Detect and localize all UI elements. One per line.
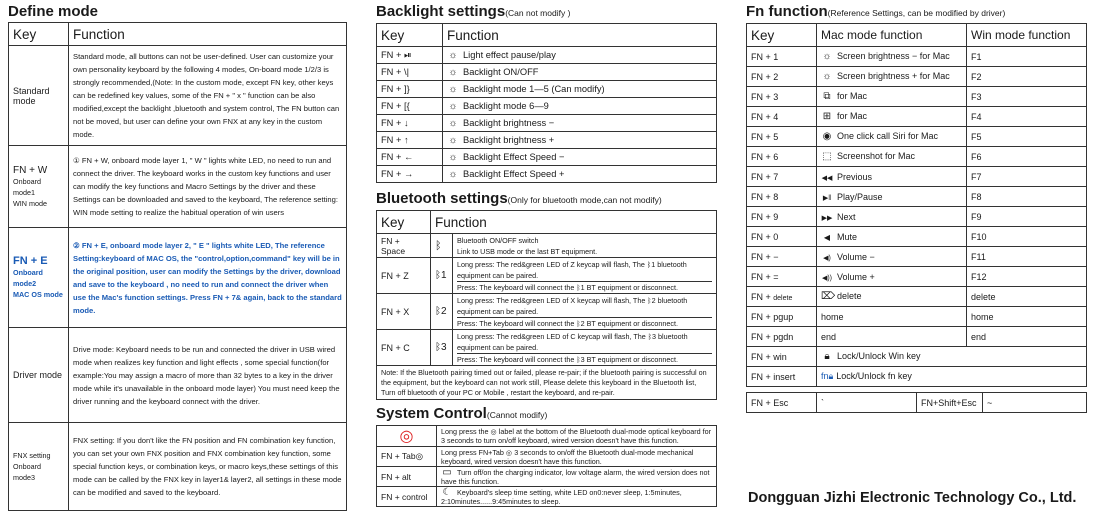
bt-col-key: Key	[377, 211, 431, 234]
text-fnx: FNX setting: If you don't like the FN position and FN combination key function, you can set your own FNX position and FNX combination key function, some special function keys, or combination keys, or macro keys,these settings of this mode can be called by the FNX key in layer1& layer2, all settings in these mode can be modified and saved to the keyboard.	[69, 423, 347, 511]
bl-key: FN + ]}	[377, 81, 443, 98]
fn-esc-win: ~	[983, 393, 1087, 413]
fn-esc-key: FN + Esc	[747, 393, 817, 413]
fn-mac: ◀ Mute	[817, 227, 967, 247]
sun-icon: ☼	[448, 134, 458, 146]
fn-win: F3	[967, 87, 1087, 107]
text-driver: Drive mode: Keyboard needs to be run and connected the driver in USB wired mode when realizes key function and light effects , some special function(for example:You may assign a macro of more than 32 bytes to a key in the driver mode while it's unavailable in the onboard mode layer) You must need keep the driver running and the keyboard connect with the driver.	[69, 328, 347, 423]
fn-win: F2	[967, 67, 1087, 87]
fn-win: home	[967, 307, 1087, 327]
bl-col-key: Key	[377, 24, 443, 47]
screenshot-icon: ⬚	[822, 151, 832, 162]
fn-function-panel	[746, 0, 1086, 413]
lock-icon: 🔒︎	[824, 351, 830, 362]
bt-key-space: FN + Space	[377, 234, 431, 258]
siri-icon: ◉	[822, 131, 832, 142]
fn-mac: ▶▶ Next	[817, 207, 967, 227]
fn-esc-mac: `	[817, 393, 917, 413]
fn-mac: ⬚ Screenshot for Mac	[817, 147, 967, 167]
launchpad-icon: ⊞	[822, 111, 832, 122]
bt-text: Long press: The red&green LED of Z keycap will flash, The ᛒ1 bluetooth equipment can be paired. Press: The keyboard will connect the ᛒ1 BT equipment or disconnect.	[453, 258, 717, 294]
define-mode-panel	[8, 0, 346, 511]
fn-esc-win-key: FN+Shift+Esc	[917, 393, 983, 413]
volume-down-icon: ◀)	[823, 254, 831, 262]
sun-icon: ☼	[448, 168, 458, 180]
sys-key: FN + alt	[377, 467, 437, 487]
col-function: Function	[69, 23, 347, 46]
fn-win: F12	[967, 267, 1087, 287]
next-icon: ▶▶	[821, 214, 833, 222]
battery-icon: ▭	[442, 466, 452, 478]
fn-win: F8	[967, 187, 1087, 207]
fn-key: FN + 7	[747, 167, 817, 187]
fn-key: FN + 6	[747, 147, 817, 167]
fn-function-title: Fn function(Reference Settings, can be modified by driver)	[746, 3, 1006, 20]
fn-key: FN + pgdn	[747, 327, 817, 347]
fn-key: FN + −	[747, 247, 817, 267]
bl-func: ☼ Backlight Effect Speed −	[443, 149, 717, 166]
fn-col-key: Key	[747, 24, 817, 47]
fn-key: FN + 8	[747, 187, 817, 207]
bt-space-text: Bluetooth ON/OFF switch Link to USB mode or the last BT equipment.	[453, 234, 717, 258]
bt-note: Note: If the Bluetooth pairing timed out or failed, please re-pair; if the bluetooth pairing is successful on the equipment, but the keyboard can not work still, Please delete this keyboard in the Bluetooth list, Turn off bluetooth of your PC or Mobile , restart the keyboard, and re-pair.	[377, 366, 717, 400]
backlight-table	[376, 23, 717, 183]
power-icon: ◎	[377, 426, 437, 447]
delete-icon: ⌦	[821, 291, 836, 302]
system-title: System Control(Cannot modify)	[376, 405, 548, 422]
fn-mac: ◀) Volume −	[817, 247, 967, 267]
brightness-down-icon: ☼	[822, 51, 832, 62]
fn-function-table	[746, 23, 1087, 387]
fn-mac: ◀)) Volume +	[817, 267, 967, 287]
bl-key: FN + →	[377, 166, 443, 183]
moon-icon: ☾	[442, 486, 452, 498]
bl-key: FN + [{	[377, 98, 443, 115]
fn-key: FN + 0	[747, 227, 817, 247]
backlight-panel	[376, 0, 716, 507]
bl-col-function: Function	[443, 24, 717, 47]
fn-win: end	[967, 327, 1087, 347]
bl-key: FN + ↓	[377, 115, 443, 132]
define-mode-table	[8, 22, 347, 511]
play-pause-icon: ▶‖	[822, 194, 832, 202]
bt-col-function: Function	[431, 211, 717, 234]
bl-func: ☼ Backlight mode 6—9	[443, 98, 717, 115]
bl-func: ☼ Backlight Effect Speed +	[443, 166, 717, 183]
fn-col-win: Win mode function	[967, 24, 1087, 47]
fn-key: FN + 5	[747, 127, 817, 147]
sys-text: ▭ Turn off/on the charging indicator, low voltage alarm, the wired version does not have this function.	[437, 467, 717, 487]
fn-key: FN + =	[747, 267, 817, 287]
fn-mac: ◀◀ Previous	[817, 167, 967, 187]
fn-mac: home	[817, 307, 967, 327]
sun-icon: ☼	[448, 66, 458, 78]
fn-mac: end	[817, 327, 967, 347]
sys-key: FN + control	[377, 487, 437, 507]
fn-key: FN + delete	[747, 287, 817, 307]
sys-text: ☾ Keyboard's sleep time setting, white LED on0:never sleep, 1:5minutes, 2:10minutes......9:45minutes to sleep.	[437, 487, 717, 507]
fn-lock-icon: fn🔒︎	[821, 371, 834, 381]
fn-key: FN + 2	[747, 67, 817, 87]
fn-mac: ◉ One click call Siri for Mac	[817, 127, 967, 147]
bl-key: FN + ⏯	[377, 47, 443, 64]
bl-key: FN + ←	[377, 149, 443, 166]
fn-win: F6	[967, 147, 1087, 167]
fn-mac: fn🔒︎ Lock/Unlock fn key	[817, 367, 1087, 387]
mute-icon: ◀	[823, 232, 831, 242]
fn-mac: ☼ Screen brightness + for Mac	[817, 67, 967, 87]
fn-win: F9	[967, 207, 1087, 227]
sys-text: Long press FN+Tab ◎ 3 seconds to on/off the Bluetooth dual-mode mechanical keyboard, wired version doesn't have this function.	[437, 447, 717, 467]
sys-text: Long press the ◎ label at the bottom of the Bluetooth dual-mode optical keyboard for 3 seconds to turn on/off keyboard, wired version doesn't have this function.	[437, 426, 717, 447]
fn-key: FN + insert	[747, 367, 817, 387]
bluetooth-3-icon: ᛒ3	[431, 330, 453, 366]
bl-func: ☼ Light effect pause/play	[443, 47, 717, 64]
bt-text: Long press: The red&green LED of X keycap will flash, The ᛒ2 bluetooth equipment can be paired. Press: The keyboard will connect the ᛒ2 BT equipment or disconnect.	[453, 294, 717, 330]
bl-key: FN + \|	[377, 64, 443, 81]
system-table	[376, 425, 717, 507]
sys-key: FN + Tab◎	[377, 447, 437, 467]
fn-key: FN + 9	[747, 207, 817, 227]
brightness-up-icon: ☼	[822, 71, 832, 82]
bt-key: FN + C	[377, 330, 431, 366]
define-mode-title: Define mode	[8, 3, 99, 20]
bt-text: Long press: The red&green LED of C keycap will flash, The ᛒ3 bluetooth equipment can be paired. Press: The keyboard will connect the ᛒ3 BT equipment or disconnect.	[453, 330, 717, 366]
sun-icon: ☼	[448, 151, 458, 163]
text-standard: Standard mode, all buttons can not be user-defined. User can customize your own personality keyboard by the following 4 modes, On-board mode 1/2/3 is strongly recommended,(Note: In the custom mode, except FN key, other keys can be redefined key values, some of the FN + " x " function can be also modified,except the backlight ,bluetooth and system control, The FN button can not be moved, but user can define your own FNX at any key in the custom mode.	[69, 46, 347, 146]
key-fnw: FN + W Onboard mode1 WIN mode	[9, 146, 69, 228]
bl-func: ☼ Backlight brightness +	[443, 132, 717, 149]
bl-func: ☼ Backlight mode 1—5 (Can modify)	[443, 81, 717, 98]
fn-win: F7	[967, 167, 1087, 187]
fn-mac: ▶‖ Play/Pause	[817, 187, 967, 207]
bt-key: FN + X	[377, 294, 431, 330]
volume-up-icon: ◀))	[821, 274, 833, 282]
fn-win: F11	[967, 247, 1087, 267]
fn-esc-table	[746, 392, 1087, 413]
bluetooth-2-icon: ᛒ2	[431, 294, 453, 330]
fn-key: FN + 4	[747, 107, 817, 127]
key-standard: Standard mode	[9, 46, 69, 146]
bl-func: ☼ Backlight ON/OFF	[443, 64, 717, 81]
fn-key: FN + 3	[747, 87, 817, 107]
backlight-title: Backlight settings(Can not modify )	[376, 3, 571, 20]
text-fne: ② FN + E, onboard mode layer 2, " E " lights white LED, The reference Setting:keyboard of MAC OS, the "control,option,command" key will be in the original position, user can modify the Settings by the driver, download and save to the keyboard , no need to run and connect the driver when use the Mac's function settings. Press FN + 7& again, back to the standard mode.	[69, 228, 347, 328]
pause-icon: ☼	[448, 49, 458, 61]
bl-func: ☼ Backlight brightness −	[443, 115, 717, 132]
key-fnx: FNX setting Onboard mode3	[9, 423, 69, 511]
fn-mac: ⧉ for Mac	[817, 87, 967, 107]
sun-icon: ☼	[448, 100, 458, 112]
fn-mac: ⊞ for Mac	[817, 107, 967, 127]
sun-icon: ☼	[448, 83, 458, 95]
fn-key: FN + pgup	[747, 307, 817, 327]
fn-win: delete	[967, 287, 1087, 307]
bluetooth-table	[376, 210, 717, 400]
key-fne: FN + E Onboard mode2 MAC OS mode	[9, 228, 69, 328]
col-key: Key	[9, 23, 69, 46]
previous-icon: ◀◀	[821, 174, 833, 182]
fn-key: FN + 1	[747, 47, 817, 67]
text-fnw: ① FN + W, onboard mode layer 1, " W " lights white LED, no need to run and connect the driver. The keyboard works in the custom key functions and user can modify the key functions and Macro Settings by the driver and these Settings can be downloaded and saved to the keyboard, The reference setting: WIN mode setting to realize the habitual operation of win users	[69, 146, 347, 228]
fn-win: F1	[967, 47, 1087, 67]
key-driver: Driver mode	[9, 328, 69, 423]
bt-key: FN + Z	[377, 258, 431, 294]
fn-win: F10	[967, 227, 1087, 247]
company-name: Dongguan Jizhi Electronic Technology Co., Ltd.	[748, 490, 1077, 506]
bluetooth-1-icon: ᛒ1	[431, 258, 453, 294]
bluetooth-icon: ᛒ	[431, 234, 453, 258]
fn-mac: ☼ Screen brightness − for Mac	[817, 47, 967, 67]
fn-win: F4	[967, 107, 1087, 127]
fn-mac: 🔒︎ Lock/Unlock Win key	[817, 347, 1087, 367]
bluetooth-title: Bluetooth settings(Only for bluetooth mode,can not modify)	[376, 190, 662, 207]
fn-key: FN + win	[747, 347, 817, 367]
fn-win: F5	[967, 127, 1087, 147]
fn-mac: ⌦ delete	[817, 287, 967, 307]
fn-col-mac: Mac mode function	[817, 24, 967, 47]
bl-key: FN + ↑	[377, 132, 443, 149]
mission-control-icon: ⧉	[823, 91, 831, 102]
sun-icon: ☼	[448, 117, 458, 129]
